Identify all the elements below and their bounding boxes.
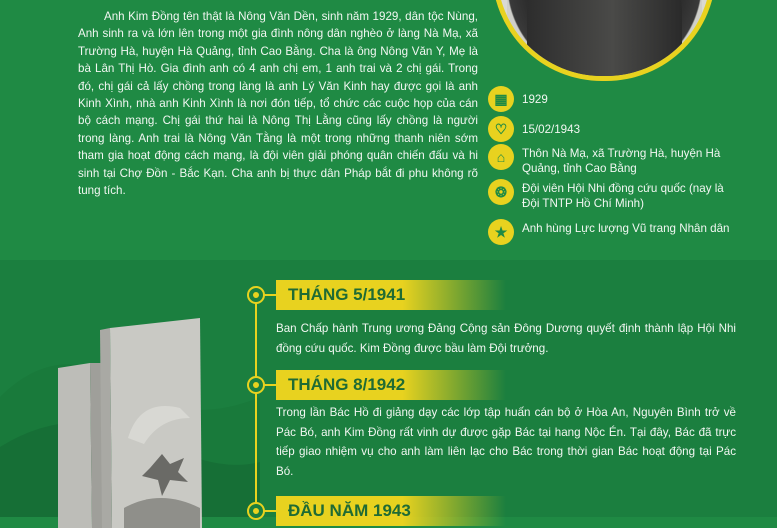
group-icon: ❂ — [488, 179, 514, 205]
portrait-image — [492, 0, 716, 81]
timeline-dot — [247, 286, 265, 304]
timeline-connector — [264, 294, 276, 296]
timeline-dot — [247, 376, 265, 394]
info-hometown: Thôn Nà Mạ, xã Trường Hà, huyện Hà Quảng, tỉnh Cao Bằng — [522, 147, 721, 175]
monument-illustration — [40, 318, 210, 528]
timeline-connector — [264, 510, 276, 512]
info-row-title — [488, 219, 742, 245]
info-row-death-date — [488, 116, 742, 142]
timeline-connector — [264, 384, 276, 386]
info-row-hometown — [488, 144, 742, 176]
heart-icon: ♡ — [488, 116, 514, 142]
biography-paragraph: Anh Kim Đồng tên thật là Nông Văn Dền, sinh năm 1929, dân tộc Nùng, Anh sinh ra và lớn lên trong một gia đình nông dân nghèo ở làng Nà Mạ, xã Trường Hà, huyện Hà Quảng, tỉnh Cao Bằng. Cha là ông Nông Văn Y, Mẹ là bà Lân Thị Hò. Gia đình anh có 4 anh chị em, 1 anh trai và 2 chị gái. Trong đó, chị gái cả lấy chồng trong làng là anh Lý Văn Kinh hay được gọi là anh Kinh Xình, nhà anh Kinh Xình là nơi đón tiếp, tổ chức các cuộc họp của cán bộ cách mạng. Chị gái thứ hai là Nông Thị Lằng cũng lấy chồng là người trong làng. Anh trai là Nông Văn Tằng là một trong những thanh niên sớm tham gia hoạt động cách mạng, là đội viên giải phóng quân chiến đấu và hi sinh tại Chợ Đồn - Bắc Kạn. Cha anh bị thực dân Pháp bắt đi phu không rõ tung tích. — [78, 10, 478, 198]
info-death-date: 15/02/1943 — [522, 123, 581, 136]
calendar-icon: ▦ — [488, 86, 514, 112]
info-birth-year: 1929 — [522, 93, 548, 106]
timeline-label-1942: THÁNG 8/1942 — [276, 370, 506, 400]
timeline-text-1941: Ban Chấp hành Trung ương Đảng Cộng sản Đông Dương quyết định thành lập Hội Nhi đồng cứu quốc. Kim Đồng được bầu làm Đội trưởng. — [276, 322, 736, 355]
timeline-dot — [247, 502, 265, 520]
star-icon: ★ — [488, 219, 514, 245]
info-organization: Đội viên Hội Nhi đồng cứu quốc (nay là Đội TNTP Hồ Chí Minh) — [522, 182, 724, 210]
info-title: Anh hùng Lực lượng Vũ trang Nhân dân — [522, 222, 730, 235]
timeline-label-1941: THÁNG 5/1941 — [276, 280, 506, 310]
portrait-figure — [527, 0, 682, 80]
home-icon: ⌂ — [488, 144, 514, 170]
timeline-text-1942: Trong lần Bác Hồ đi giảng dạy các lớp tập huấn cán bộ ở Hòa An, Nguyên Bình trở về Pác Bó, anh Kim Đồng rất vinh dự được gặp Bác tại hang Nộc Én. Tại đây, Bác đã trực tiếp giao nhiệm vụ cho anh làm liên lạc cho Bác trong thời gian Bác hoạt động tại Pác Bó. — [276, 406, 736, 478]
timeline-line — [255, 294, 257, 517]
info-row-birth-year — [488, 86, 742, 112]
info-row-organization — [488, 179, 742, 211]
timeline-label-1943: ĐẦU NĂM 1943 — [276, 496, 506, 526]
